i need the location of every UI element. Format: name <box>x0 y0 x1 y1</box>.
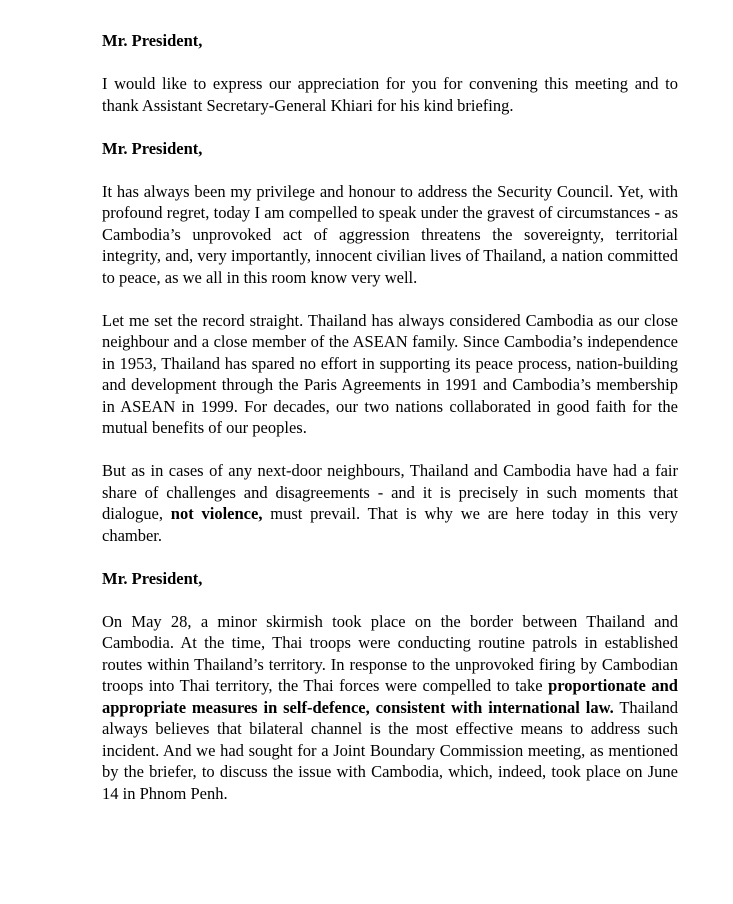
bold-text-segment: Mr. President, <box>102 138 203 158</box>
text-segment: Let me set the record straight. Thailand has always considered Cambodia as our close neighbour and a close member of the ASEAN family. Since Cambodia’s independence in 1953, Thailand has spared no effort in supporting its peace process, nation-building and development through the Paris Agreements in 1991 and Cambodia’s membership in ASEAN in 1999. For decades, our two nations collaborated in good faith for the mutual benefits of our peoples. <box>102 310 678 437</box>
body-paragraph <box>102 611 678 805</box>
text-segment: I would like to express our appreciation for you for convening this meeting and to thank Assistant Secretary-General Khiari for his kind briefing. <box>102 74 678 115</box>
bold-text-segment: Mr. President, <box>102 31 203 50</box>
text-segment: Thailand always believes that bilateral channel is the most effective means to address such incident. And we had sought for a Joint Boundary Commission meeting, as mentioned by the briefer, to discuss the issue with Cambodia, which, indeed, took place on June 14 in Phnom Penh. <box>102 697 678 803</box>
text-segment: On May 28, a minor skirmish took place on the border between Thailand and Cambodia. At the time, Thai troops were conducting routine patrols in established routes within Thailand’s territory. In response to the unprovoked firing by Cambodian troops into Thai territory, the Thai forces were compelled to take <box>102 611 678 695</box>
document-content <box>102 30 678 826</box>
body-paragraph <box>102 181 678 289</box>
bold-text-segment: proportionate and appropriate measures in self-defence, consistent with international law. <box>102 676 678 717</box>
text-segment: But as in cases of any next-door neighbours, Thailand and Cambodia have had a fair share of challenges and disagreements - and it is precisely in such moments that dialogue, <box>102 461 678 523</box>
bold-text-segment: not violence, <box>170 504 263 523</box>
salutation-heading <box>102 568 678 590</box>
text-segment: It has always been my privilege and honour to address the Security Council. Yet, with profound regret, today I am compelled to speak under the gravest of circumstances - as Cambodia’s unprovoked act of aggression threatens the sovereignty, territorial integrity, and, very importantly, innocent civilian lives of Thailand, a nation committed to peace, as we all in this room know very well. <box>102 181 678 287</box>
salutation-heading <box>102 30 678 52</box>
body-paragraph <box>102 310 678 439</box>
body-paragraph <box>102 73 678 116</box>
bold-text-segment: Mr. President, <box>102 568 203 588</box>
text-segment: must prevail. That is why we are here today in this very chamber. <box>102 504 678 545</box>
salutation-heading <box>102 138 678 160</box>
body-paragraph <box>102 460 678 546</box>
